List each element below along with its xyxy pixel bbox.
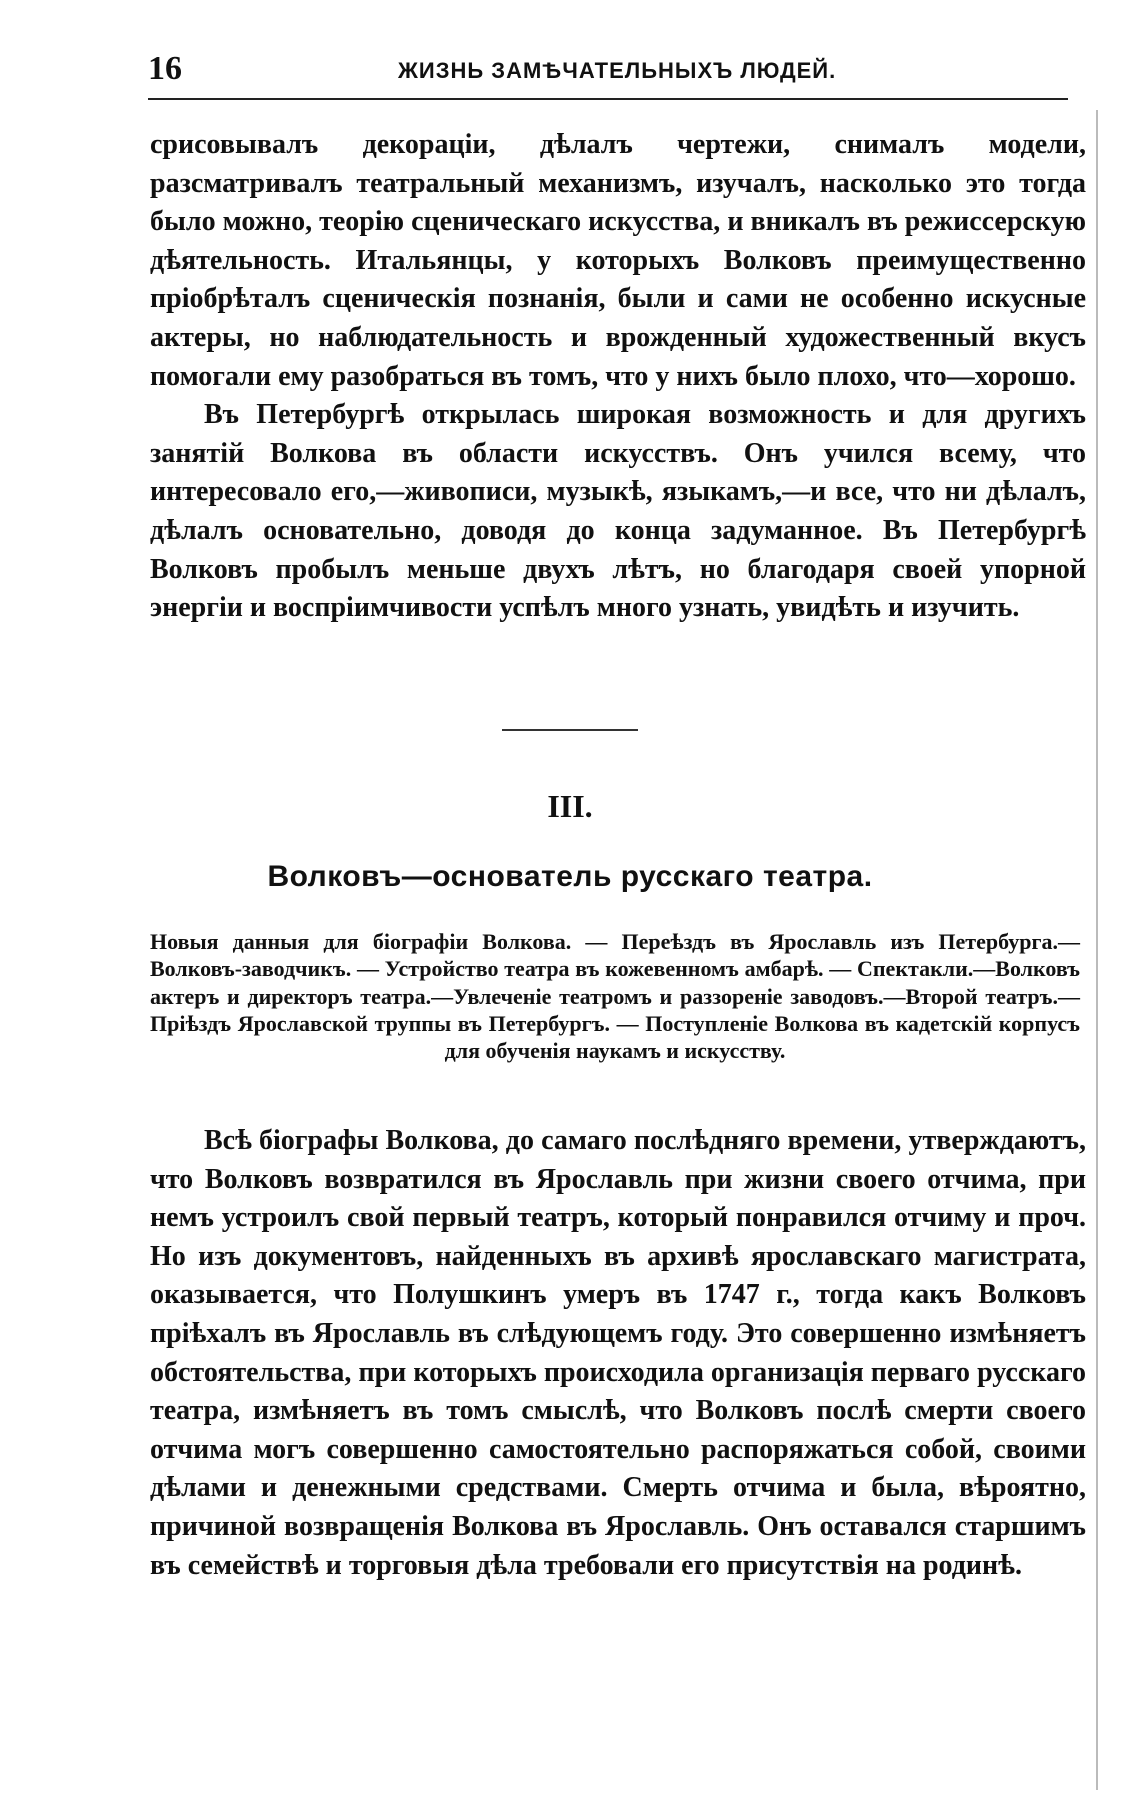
top-text-block: [150, 126, 1086, 628]
bottom-text-block: [150, 1122, 1086, 1585]
page-number: 16: [148, 50, 182, 87]
running-title: ЖИЗНЬ ЗАМѢЧАТЕЛЬНЫХЪ ЛЮДЕЙ.: [398, 58, 837, 83]
page-edge-line: [1096, 110, 1098, 1790]
header-rule: [148, 98, 1068, 100]
chapter-summary: Новыя данныя для біографіи Волкова. — Переѣздъ въ Ярославль изъ Петербурга.—Волковъ-заводчикъ. — Устройство театра въ кожевенномъ амбарѣ. — Спектакли.—Волковъ актеръ и директоръ театра.—Увлеченіе театромъ и раззореніе заводовъ.—Второй театръ.—Пріѣздъ Ярославской труппы въ Петербургъ. — Поступленіе Волкова въ кадетскій корпусъ для обученія наукамъ и искусству.: [150, 929, 1080, 1064]
chapter-title: Волковъ—основатель русскаго театра.: [267, 860, 873, 893]
page-header: [148, 48, 1068, 92]
paragraph: Въ Петербургѣ открылась широкая возможность и для другихъ занятій Волкова въ области искусствъ. Онъ учился всему, что интересовало его,—живописи, музыкѣ, языкамъ,—и все, что ни дѣлалъ, дѣлалъ основательно, доводя до конца задуманное. Въ Петербургѣ Волковъ пробылъ меньше двухъ лѣтъ, но благодаря своей упорной энергіи и воспріимчивости успѣлъ много узнать, увидѣть и изучить.: [150, 399, 1086, 624]
paragraph: Всѣ біографы Волкова, до самаго послѣдняго времени, утверждаютъ, что Волковъ возвратился въ Ярославль при жизни своего отчима, при немъ устроилъ свой первый театръ, который понравился отчиму и проч. Но изъ документовъ, найденныхъ въ архивѣ ярославскаго магистрата, оказывается, что Полушкинъ умеръ въ 1747 г., тогда какъ Волковъ пріѣхалъ въ Ярославль въ слѣдующемъ году. Это совершенно измѣняетъ обстоятельства, при которыхъ происходила организація перваго русскаго театра, измѣняетъ въ томъ смыслѣ, что Волковъ послѣ смерти своего отчима могъ совершенно самостоятельно распоряжаться собой, своими дѣлами и денежными средствами. Смерть отчима и была, вѣроятно, причиной возвращенія Волкова въ Ярославль. Онъ оставался старшимъ въ семействѣ и торговыя дѣла требовали его присутствія на родинѣ.: [150, 1125, 1086, 1581]
chapter-number: III.: [547, 788, 593, 824]
paragraph: срисовывалъ декораціи, дѣлалъ чертежи, снималъ модели, разсматривалъ театральный механизмъ, изучалъ, насколько это тогда было можно, теорію сценическаго искусства, и вникалъ въ режиссерскую дѣятельность. Итальянцы, у которыхъ Волковъ преимущественно пріобрѣталъ сценическія познанія, были и сами не особенно искусные актеры, но наблюдательность и врожденный художественный вкусъ помогали ему разобраться въ томъ, что у нихъ было плохо, что—хорошо.: [150, 129, 1086, 392]
section-divider: [502, 729, 638, 731]
